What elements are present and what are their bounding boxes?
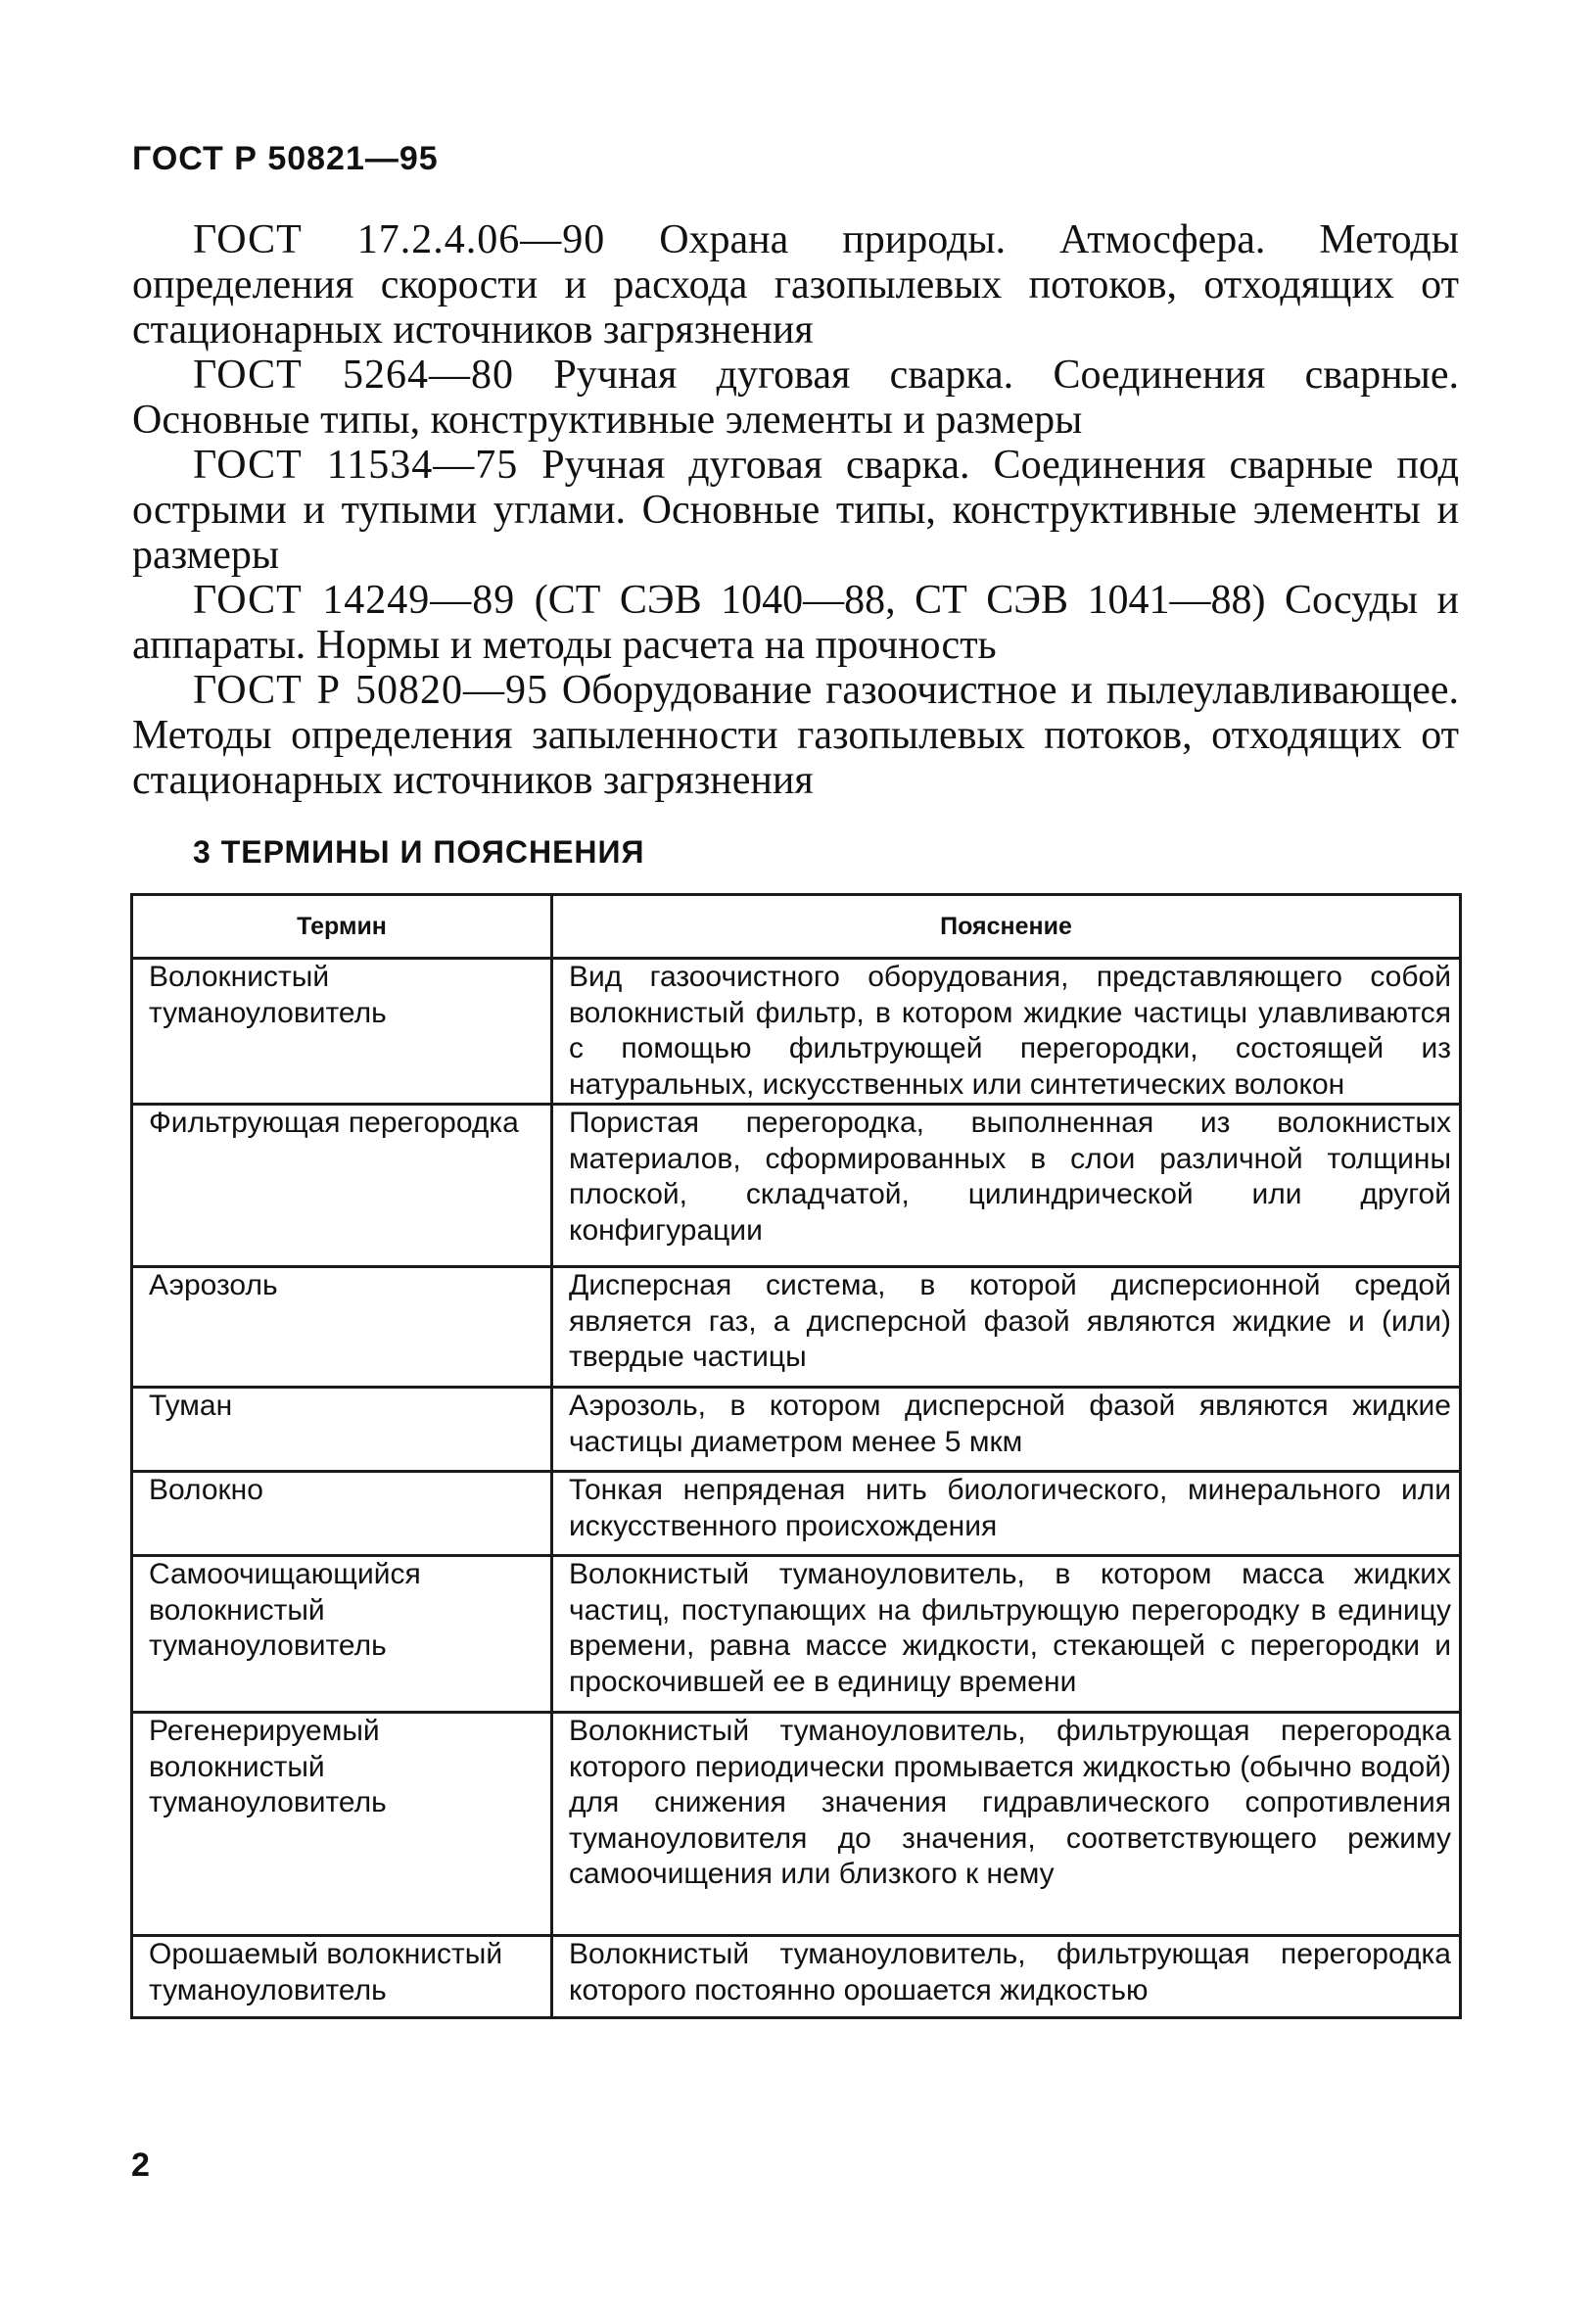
- term-cell: Волокно: [132, 1472, 552, 1556]
- table-row: [132, 1105, 1461, 1267]
- table-row: [132, 959, 1461, 1105]
- explanation-cell: Волокнистый туманоуловитель, фильтрующая перегородка которого периодически промывается жидкостью (обычно водой) для снижения значения гидравлического сопротивления туманоуловителя до значения, соответствующего режиму самоочищения или близкого к нему: [552, 1713, 1461, 1936]
- explanation-cell: Дисперсная система, в которой дисперсионной средой является газ, а дисперсной фазой являются жидкие и (или) твердые частицы: [552, 1267, 1461, 1388]
- explanation-cell: Аэрозоль, в котором дисперсной фазой являются жидкие частицы диаметром менее 5 мкм: [552, 1388, 1461, 1472]
- term-cell: Самоочищающийся волокнистый туманоуловитель: [132, 1556, 552, 1713]
- reference-item: ГОСТ 11534—75 Ручная дуговая сварка. Соединения сварные под острыми и тупыми углами. Основные типы, конструктивные элементы и размеры: [132, 443, 1460, 578]
- term-cell: Фильтрующая перегородка: [132, 1105, 552, 1267]
- term-cell: Аэрозоль: [132, 1267, 552, 1388]
- column-header-term: Термин: [132, 895, 552, 959]
- explanation-cell: Волокнистый туманоуловитель, фильтрующая перегородка которого постоянно орошается жидкостью: [552, 1936, 1461, 2018]
- reference-item: ГОСТ Р 50820—95 Оборудование газоочистное и пылеулавливающее. Методы определения запыленности газопылевых потоков, отходящих от стационарных источников загрязнения: [132, 668, 1459, 803]
- term-cell: Регенерируемый волокнистый туманоуловитель: [132, 1713, 552, 1936]
- table-row: [132, 1267, 1461, 1388]
- table-row: [132, 1388, 1461, 1472]
- section-title: 3 ТЕРМИНЫ И ПОЯСНЕНИЯ: [193, 834, 645, 870]
- reference-item: ГОСТ 14249—89 (СТ СЭВ 1040—88, СТ СЭВ 1041—88) Сосуды и аппараты. Нормы и методы расчета на прочность: [132, 578, 1459, 668]
- table-row: [132, 1556, 1461, 1713]
- column-header-explanation: Пояснение: [552, 895, 1461, 959]
- normative-references: [132, 217, 1459, 803]
- term-cell: Орошаемый волокнистый туманоуловитель: [132, 1936, 552, 2018]
- table-row: [132, 1472, 1461, 1556]
- explanation-cell: Пористая перегородка, выполненная из волокнистых материалов, сформированных в слои различной толщины плоской, складчатой, цилиндрической или другой конфигурации: [552, 1105, 1461, 1267]
- table-row: [132, 1936, 1461, 2018]
- term-cell: Волокнистый туманоуловитель: [132, 959, 552, 1105]
- reference-item: ГОСТ 5264—80 Ручная дуговая сварка. Соединения сварные. Основные типы, конструктивные элементы и размеры: [132, 353, 1460, 443]
- table-header-row: [132, 895, 1461, 959]
- reference-item: ГОСТ 17.2.4.06—90 Охрана природы. Атмосфера. Методы определения скорости и расхода газопылевых потоков, отходящих от стационарных источников загрязнения: [132, 217, 1459, 353]
- terms-table: [130, 893, 1462, 2019]
- page-number: 2: [131, 2147, 150, 2184]
- explanation-cell: Вид газоочистного оборудования, представляющего собой волокнистый фильтр, в котором жидкие частицы улавливаются с помощью фильтрующей перегородки, состоящей из натуральных, искусственных или синтетических волокон: [552, 959, 1461, 1105]
- term-cell: Туман: [132, 1388, 552, 1472]
- table-row: [132, 1713, 1461, 1936]
- explanation-cell: Тонкая непряденая нить биологического, минерального или искусственного происхождения: [552, 1472, 1461, 1556]
- explanation-cell: Волокнистый туманоуловитель, в котором масса жидких частиц, поступающих на фильтрующую перегородку в единицу времени, равна массе жидкости, стекающей с перегородки и проскочившей ее в единицу времени: [552, 1556, 1461, 1713]
- document-header: ГОСТ Р 50821—95: [132, 140, 439, 177]
